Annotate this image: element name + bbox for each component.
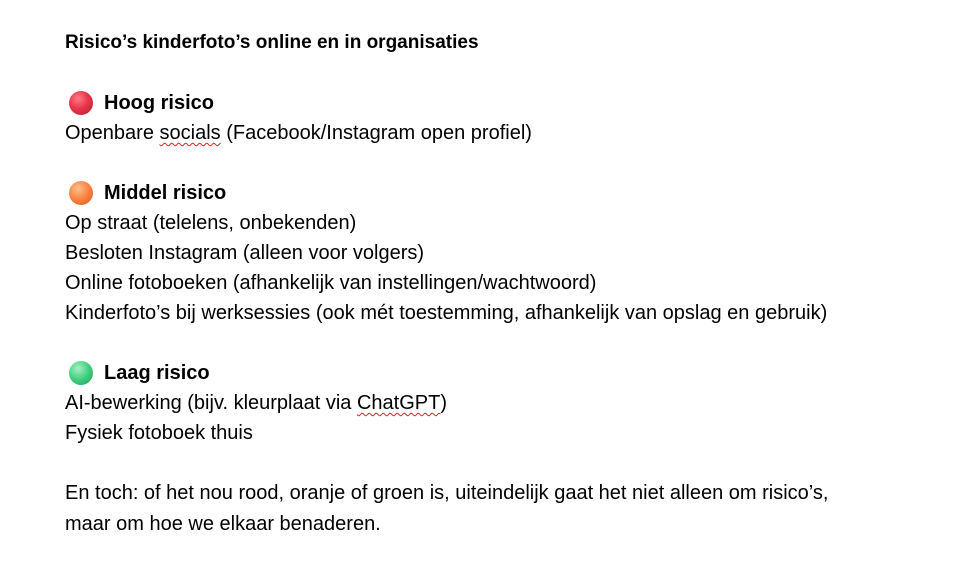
list-item-text: )	[440, 392, 448, 414]
list-item-text: (Facebook/Instagram open profiel)	[220, 122, 532, 144]
list-item: Fysiek fotoboek thuis	[65, 422, 253, 444]
section-low-risk-header	[65, 358, 945, 388]
section-medium-risk-title: Middel risico	[104, 182, 227, 204]
section-high-risk-title: Hoog risico	[104, 92, 215, 114]
document-title: Risico’s kinderfoto’s online en in organisaties	[65, 32, 479, 53]
spellcheck-flagged-word[interactable]: socials	[159, 122, 221, 144]
section-low-risk-title: Laag risico	[104, 362, 210, 384]
list-item	[65, 388, 945, 418]
section-medium-risk	[65, 178, 945, 328]
document-page	[65, 28, 945, 540]
spellcheck-flagged-word[interactable]: ChatGPT	[356, 392, 441, 414]
list-item: Kinderfoto’s bij werksessies (ook mét toestemming, afhankelijk van opslag en gebruik)	[65, 302, 828, 324]
list-item: Op straat (telelens, onbekenden)	[65, 212, 357, 234]
green-circle-icon	[69, 361, 93, 385]
section-low-risk	[65, 358, 945, 448]
list-item-text: Openbare	[65, 122, 160, 144]
closing-paragraph	[65, 478, 945, 540]
list-item	[65, 118, 945, 148]
orange-circle-icon	[69, 181, 93, 205]
list-item: Online fotoboeken (afhankelijk van instellingen/wachtwoord)	[65, 272, 597, 294]
section-high-risk	[65, 88, 945, 148]
section-high-risk-header	[65, 88, 945, 118]
list-item-text: AI-bewerking (bijv. kleurplaat via	[65, 392, 357, 414]
section-medium-risk-header	[65, 178, 945, 208]
closing-line: En toch: of het nou rood, oranje of groen is, uiteindelijk gaat het niet alleen om risico’s,	[65, 482, 829, 504]
red-circle-icon	[69, 91, 93, 115]
closing-line: maar om hoe we elkaar benaderen.	[65, 513, 381, 535]
list-item: Besloten Instagram (alleen voor volgers)	[65, 242, 425, 264]
